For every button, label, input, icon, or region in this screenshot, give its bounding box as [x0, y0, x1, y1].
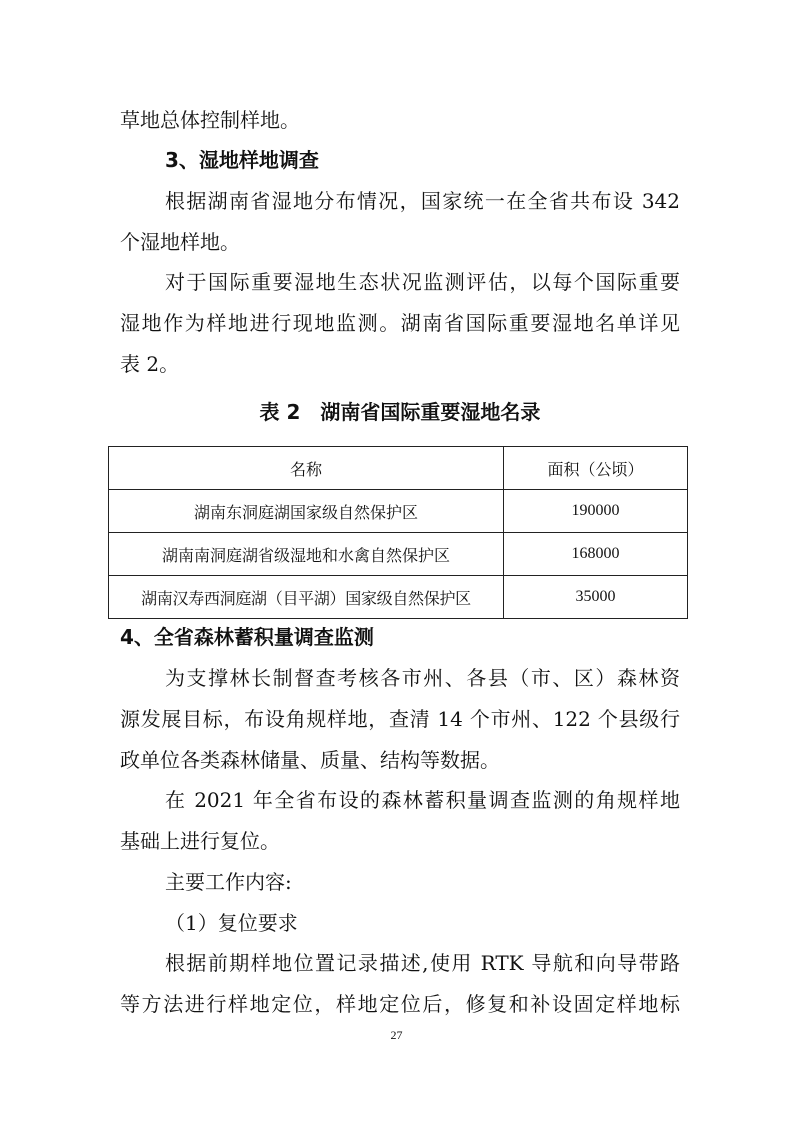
p5-line1: 在 2021 年全省布设的森林蓄积量调查监测的角规样地 [165, 788, 680, 812]
cell-name: 湖南南洞庭湖省级湿地和水禽自然保护区 [109, 533, 504, 576]
table-header-row [109, 447, 688, 490]
p5-line2: 基础上进行复位。 [120, 829, 280, 853]
cell-area: 35000 [504, 576, 688, 619]
wetland-table [108, 446, 688, 619]
page-number: 27 [390, 1028, 403, 1042]
section-heading-4: 4、全省森林蓄积量调查监测 [120, 625, 374, 649]
p4-line1: 为支撑林长制督查考核各市州、各县（市、区）森林资 [165, 666, 680, 690]
p2-line1: 根据湖南省湿地分布情况，国家统一在全省共布设 342 [165, 189, 680, 213]
p4-line2: 源发展目标，布设角规样地，查清 14 个市州、122 个县级行 [120, 707, 680, 731]
table-row [109, 490, 688, 533]
p2-line2: 个湿地样地。 [120, 230, 240, 254]
cell-name: 湖南东洞庭湖国家级自然保护区 [109, 490, 504, 533]
table-row [109, 576, 688, 619]
cell-area: 168000 [504, 533, 688, 576]
p6-line1: 主要工作内容: [165, 870, 292, 894]
p3-line1: 对于国际重要湿地生态状况监测评估，以每个国际重要 [165, 270, 680, 294]
table-caption: 表 2 湖南省国际重要湿地名录 [259, 400, 541, 424]
cell-area: 190000 [504, 490, 688, 533]
p1-line1: 草地总体控制样地。 [120, 108, 300, 132]
table-row [109, 533, 688, 576]
p8-line1: 根据前期样地位置记录描述,使用 RTK 导航和向导带路 [165, 951, 680, 975]
p4-line3: 政单位各类森林储量、质量、结构等数据。 [120, 748, 500, 772]
cell-name: 湖南汉寿西洞庭湖（目平湖）国家级自然保护区 [109, 576, 504, 619]
header-name: 名称 [109, 447, 504, 490]
p3-line2: 湿地作为样地进行现地监测。湖南省国际重要湿地名单详见 [120, 311, 680, 335]
section-heading-3: 3、湿地样地调查 [165, 148, 319, 172]
header-area: 面积（公顷） [504, 447, 688, 490]
p8-line2: 等方法进行样地定位，样地定位后，修复和补设固定样地标 [120, 992, 680, 1016]
p7-line1: （1）复位要求 [165, 911, 298, 935]
p3-line3: 表 2。 [120, 352, 180, 376]
